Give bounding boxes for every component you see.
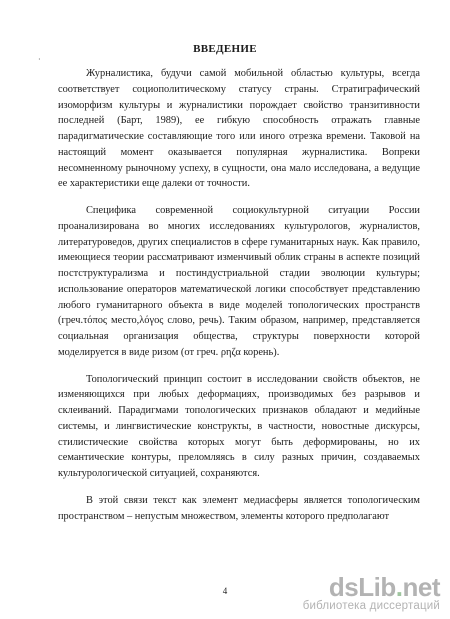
paragraph-2: Специфика современной социокультурной ситуации России проанализирована во многих исследованиях культурологов, журналистов, литературоведов, других специалистов в сфере гуманитарных наук. Как правило, имеющиеся теории рассматривают изменчивый облик страны в аспекте позиций постструктурализма и постиндустриальной стадии эволюции культуры; использование операторов математической логики способствует представлению любого гуманитарного объекта в виде моделей топологических пространств (греч.τόπος место,λόγος слово, речь). Таким образом, например, представляется социальная организация общества, структуры поверхности которой моделируется в виде ризом (от греч. ρηζα корень). [58,205,420,358]
page-heading: ВВЕДЕНИЕ [193,43,257,55]
watermark-logo-text: dsLib.net [328,572,440,602]
document-body [58,66,420,535]
paragraph-3: Топологический принцип состоит в исследовании свойств объектов, не изменяющихся при любых деформациях, производимых без разрывов и склеиваний. Парадигмами топологических признаков обладают и медийные системы, и лингвистические конструкты, в частности, новостные дискурсы, стилистические свойства которых могут быть деформированы, но их семантические контуры, преломляясь в силу разных причин, создаваемых культурологической ситуацией, сохраняются. [58,373,420,479]
page-number: 4 [222,586,228,596]
paragraph-4: В этой связи текст как элемент медиасферы является топологическим пространством – непустым множеством, элементы которого предполагают [58,494,420,522]
watermark-logo [303,574,440,613]
paragraph-1: Журналистика, будучи самой мобильной областью культуры, всегда соответствует социополитическому статусу страны. Стратиграфический изоморфизм культуры и журналистики порождает свойство транзитивности последней (Барт, 1989), ее гибкую способность отражать главные парадигматические составляющие того или иного отрезка времени. Таковой на настоящий момент оказывается популярная журналистика. Вопреки несомненному рыночному успеху, в сущности, она мало исследована, а ведущие ее характеристики еще далеки от точности. [58,68,420,190]
margin-mark: · [38,55,41,64]
watermark-subtitle: библиотека диссертаций [302,600,440,612]
